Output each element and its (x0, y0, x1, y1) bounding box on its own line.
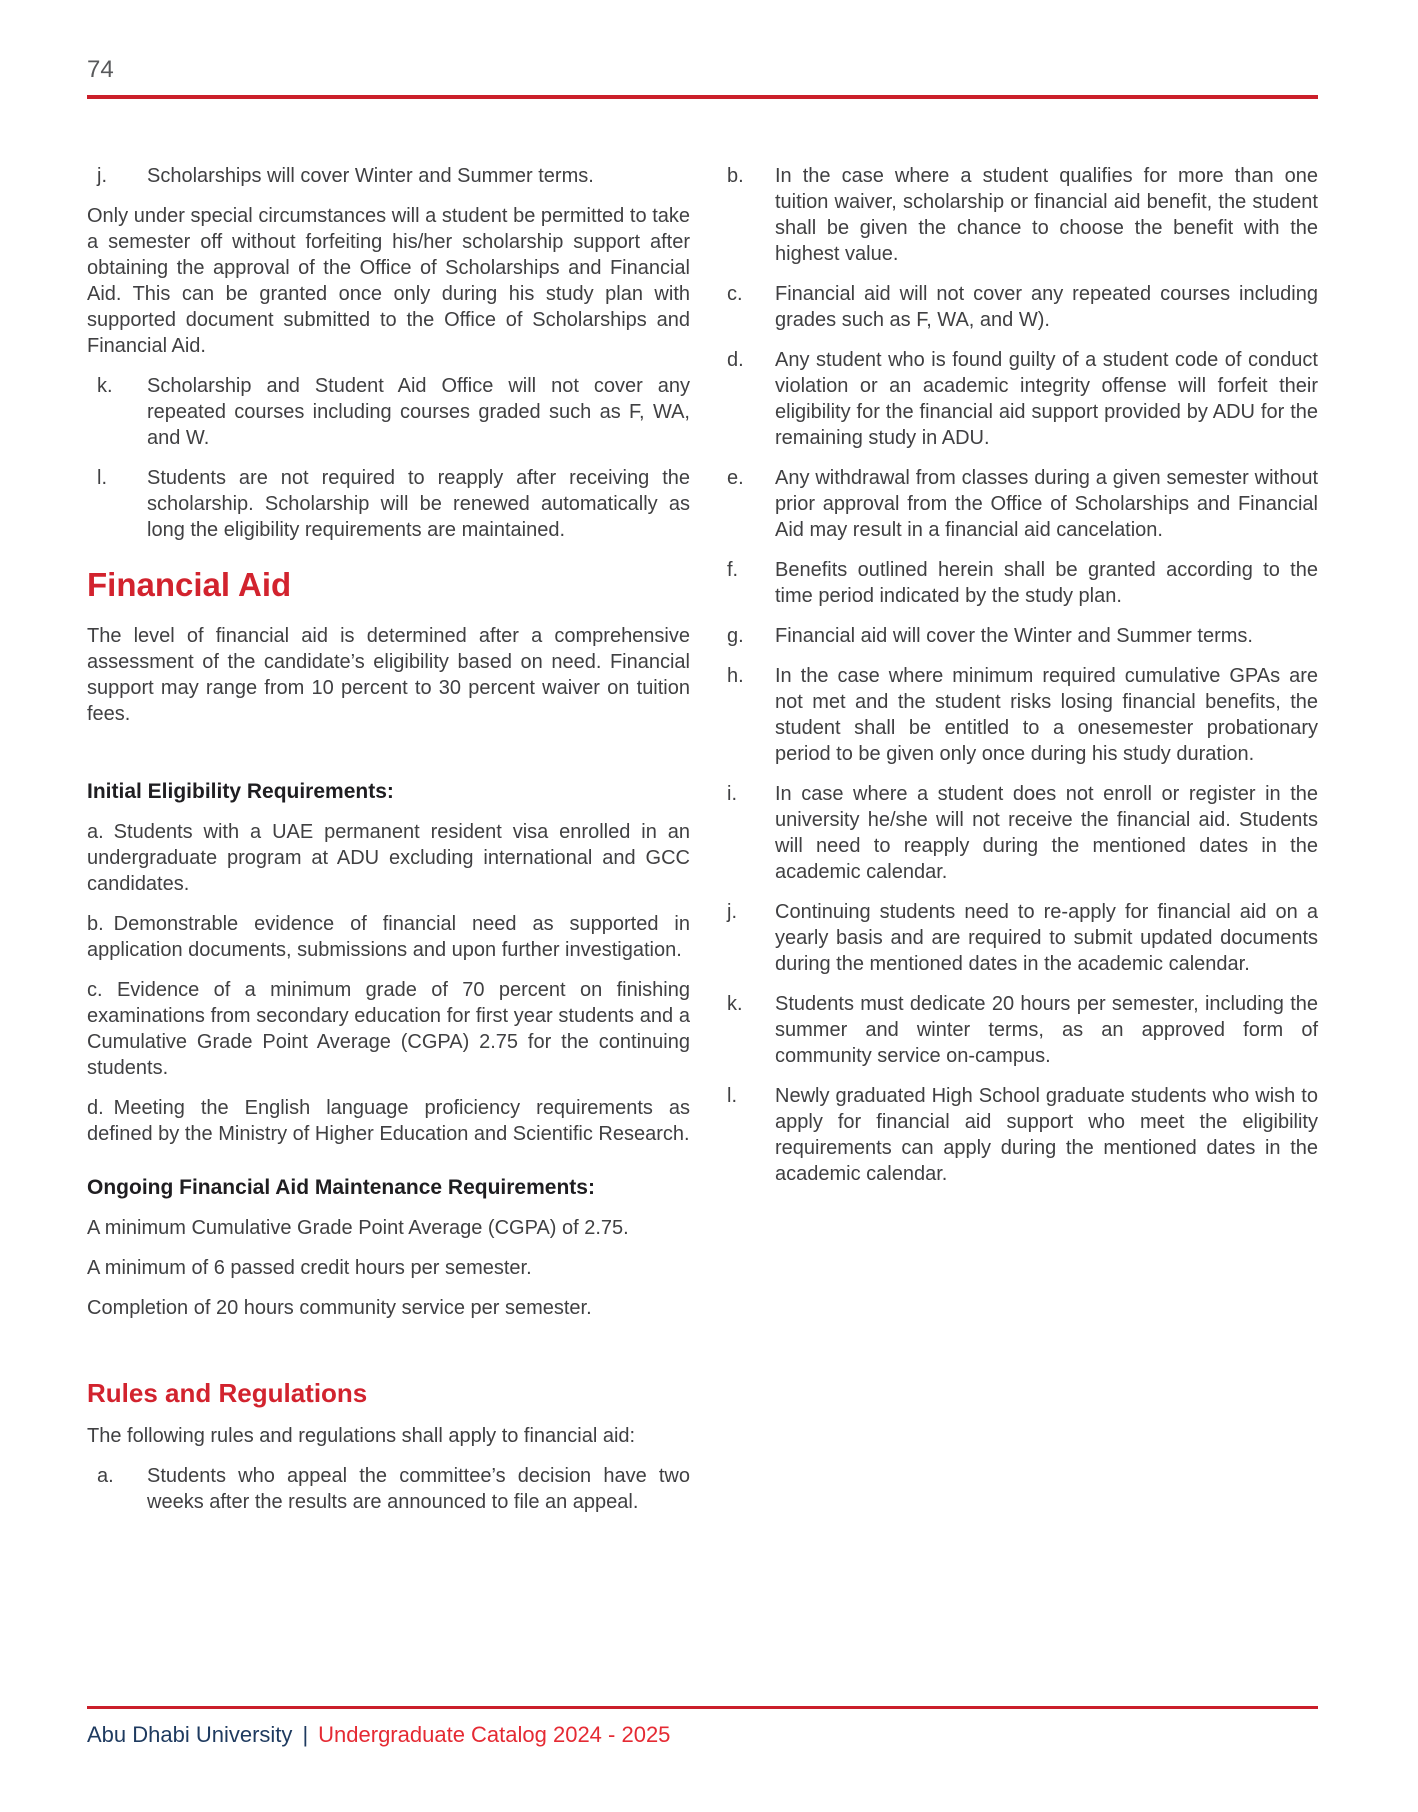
list-item-k-right (727, 991, 1318, 1069)
list-item-k (87, 373, 690, 451)
page-footer (87, 1706, 1318, 1749)
list-item-g (727, 623, 1318, 649)
list-label: i. (727, 783, 737, 805)
footer-separator: | (302, 1722, 309, 1747)
list-text: Scholarships will cover Winter and Summer terms. (147, 165, 594, 187)
section-heading-financial-aid: Financial Aid (87, 566, 292, 603)
list-text: In the case where a student qualifies for more than one tuition waiver, scholarship or financial aid benefit, the student shall be given the chance to choose the benefit with the highest value. (775, 165, 1318, 265)
section-heading-rules-regulations: Rules and Regulations (87, 1378, 368, 1408)
list-item-l (87, 465, 690, 543)
list-text: Financial aid will not cover any repeated courses including grades such as F, WA, and W). (775, 283, 1318, 331)
list-label: d. (727, 349, 744, 371)
list-label: c. (727, 283, 743, 305)
list-text: Any student who is found guilty of a student code of conduct violation or an academic integrity offense will forfeit their eligibility for the financial aid support provided by ADU for the remaining study in ADU. (775, 349, 1318, 449)
footer-university-name: Abu Dhabi University (87, 1722, 293, 1747)
page-content (0, 99, 1418, 1529)
list-text: Financial aid will cover the Winter and Summer terms. (775, 625, 1253, 647)
list-label: h. (727, 665, 744, 687)
maintenance-line-credit-hours: A minimum of 6 passed credit hours per semester. (87, 1257, 532, 1279)
maintenance-line-cgpa: A minimum Cumulative Grade Point Average (CGPA) of 2.75. (87, 1217, 629, 1239)
maintenance-line-community-service: Completion of 20 hours community service per semester. (87, 1297, 592, 1319)
list-text: Students who appeal the committee’s decision have two weeks after the results are announced to file an appeal. (147, 1465, 690, 1513)
page-number: 74 (87, 56, 114, 83)
list-text: Scholarship and Student Aid Office will not cover any repeated courses including courses graded such as F, WA, and W. (147, 375, 690, 449)
page-header (0, 0, 1418, 99)
list-item-h (727, 663, 1318, 767)
list-item-i (727, 781, 1318, 885)
list-label: k. (727, 993, 743, 1015)
list-label: j. (97, 165, 107, 187)
list-item-l-right (727, 1083, 1318, 1187)
footer-text (87, 1721, 1318, 1749)
list-label: k. (97, 375, 113, 397)
list-text: In the case where minimum required cumulative GPAs are not met and the student risks losing financial benefits, the student shall be entitled to a onesemester probationary period to be given only once during his study duration. (775, 665, 1318, 765)
body-paragraph-financial-aid-level: The level of financial aid is determined after a comprehensive assessment of the candidate’s eligibility based on need. Financial support may range from 10 percent to 30 percent waiver on tuition fees. (87, 625, 690, 725)
rules-intro-paragraph: The following rules and regulations shall apply to financial aid: (87, 1425, 636, 1447)
body-paragraph-special-circumstances: Only under special circumstances will a student be permitted to take a semester off without forfeiting his/her scholarship support after obtaining the approval of the Office of Scholarships and Financial Aid. This can be granted once only during his study plan with supported document submitted to the Office of Scholarships and Financial Aid. (87, 205, 690, 357)
list-text: Continuing students need to re-apply for financial aid on a yearly basis and are required to submit updated documents during the mentioned dates in the academic calendar. (775, 901, 1318, 975)
list-label: b. (727, 165, 744, 187)
requirement-paragraph-c: c. Evidence of a minimum grade of 70 percent on finishing examinations from secondary education for first year students and a Cumulative Grade Point Average (CGPA) 2.75 for the continuing students. (87, 979, 690, 1079)
list-item-a (87, 1463, 690, 1515)
list-text: Benefits outlined herein shall be granted according to the time period indicated by the study plan. (775, 559, 1318, 607)
list-label: j. (727, 901, 737, 923)
subheading-ongoing-maintenance: Ongoing Financial Aid Maintenance Requirements: (87, 1176, 595, 1199)
list-label: f. (727, 559, 739, 581)
footer-divider-line (87, 1706, 1318, 1709)
right-column (727, 163, 1318, 1529)
list-label: a. (97, 1465, 114, 1487)
list-label: l. (727, 1085, 737, 1107)
requirement-paragraph-a: a. Students with a UAE permanent resident visa enrolled in an undergraduate program at ADU excluding international and GCC candidates. (87, 821, 690, 895)
list-text: Newly graduated High School graduate students who wish to apply for financial aid support who meet the eligibility requirements can apply during the mentioned dates in the academic calendar. (775, 1085, 1318, 1185)
requirement-paragraph-d: d. Meeting the English language proficiency requirements as defined by the Ministry of Higher Education and Scientific Research. (87, 1097, 690, 1145)
requirement-paragraph-b: b. Demonstrable evidence of financial need as supported in application documents, submissions and upon further investigation. (87, 913, 690, 961)
list-label: l. (97, 467, 107, 489)
list-text: Students must dedicate 20 hours per semester, including the summer and winter terms, as an approved form of community service on-campus. (775, 993, 1318, 1067)
subheading-initial-eligibility: Initial Eligibility Requirements: (87, 780, 394, 803)
list-label: e. (727, 467, 744, 489)
list-item-b (727, 163, 1318, 267)
list-item-f (727, 557, 1318, 609)
footer-catalog-title: Undergraduate Catalog 2024 - 2025 (318, 1722, 671, 1747)
left-column (87, 163, 690, 1529)
list-text: Students are not required to reapply after receiving the scholarship. Scholarship will be renewed automatically as long the eligibility requirements are maintained. (147, 467, 690, 541)
list-item-j-right (727, 899, 1318, 977)
list-label: g. (727, 625, 744, 647)
list-item-e (727, 465, 1318, 543)
list-item-d (727, 347, 1318, 451)
list-item-c (727, 281, 1318, 333)
list-text: Any withdrawal from classes during a given semester without prior approval from the Office of Scholarships and Financial Aid may result in a financial aid cancelation. (775, 467, 1318, 541)
list-item-j (87, 163, 690, 189)
list-text: In case where a student does not enroll or register in the university he/she will not receive the financial aid. Students will need to reapply during the mentioned dates in the academic calendar. (775, 783, 1318, 883)
